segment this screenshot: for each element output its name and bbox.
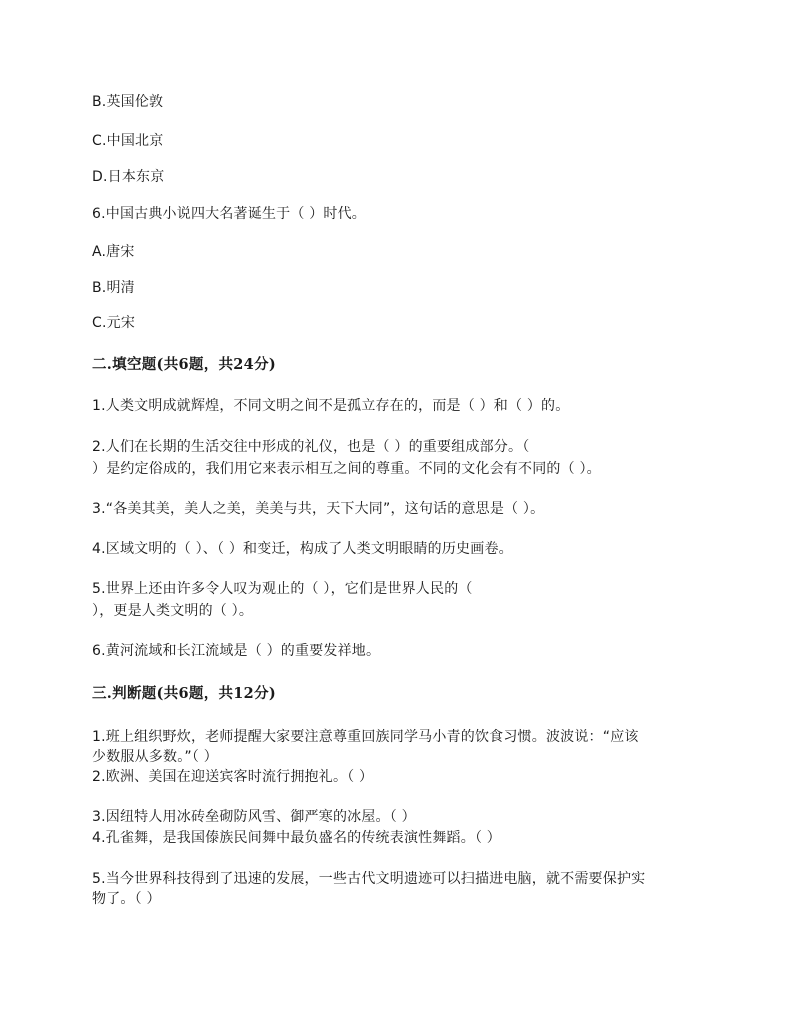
question-6-option-b: B.明清 [92,280,135,296]
fill-question-5-line-2: ），更是人类文明的（ ）。 [92,603,254,619]
judge-question-1-line-1: 1.班上组织野炊，老师提醒大家要注意尊重回族同学马小青的饮食习惯。波波说：“应该 [92,729,639,745]
option-d-tokyo: D.日本东京 [92,169,165,185]
judge-question-1-line-2: 少数服从多数。”（ ） [92,749,218,765]
option-b-london: B.英国伦敦 [92,94,164,110]
section-2-title: 二.填空题(共6题，共24分) [92,356,277,373]
fill-question-1: 1.人类文明成就辉煌，不同文明之间不是孤立存在的，而是（ ）和（ ）的。 [92,398,570,414]
section-3-title: 三.判断题(共6题，共12分) [92,685,277,702]
fill-question-5-line-1: 5.世界上还由许多令人叹为观止的（ ），它们是世界人民的（ [92,581,473,597]
question-6-stem: 6.中国古典小说四大名著诞生于（ ）时代。 [92,206,367,222]
fill-question-4: 4.区域文明的（ ）、（ ）和变迁，构成了人类文明眼睛的历史画卷。 [92,541,513,557]
option-c-beijing: C.中国北京 [92,133,164,149]
fill-question-2-line-1: 2.人们在长期的生活交往中形成的礼仪，也是（ ）的重要组成部分。（ [92,439,530,455]
judge-question-5-line-2: 物了。（ ） [92,891,161,907]
judge-question-5-line-1: 5.当今世界科技得到了迅速的发展，一些古代文明遗迹可以扫描进电脑，就不需要保护实 [92,871,646,887]
judge-question-2: 2.欧洲、美国在迎送宾客时流行拥抱礼。（ ） [92,769,374,785]
judge-question-3: 3.因纽特人用冰砖垒砌防风雪、御严寒的冰屋。（ ） [92,809,416,825]
fill-question-2-line-2: ）是约定俗成的，我们用它来表示相互之间的尊重。不同的文化会有不同的（ ）。 [92,461,601,477]
judge-question-4: 4.孔雀舞，是我国傣族民间舞中最负盛名的传统表演性舞蹈。（ ） [92,830,502,846]
question-6-option-a: A.唐宋 [92,244,135,260]
question-6-option-c: C.元宋 [92,315,136,331]
fill-question-3: 3.“各美其美，美人之美，美美与共，天下大同”，这句话的意思是（ ）。 [92,501,545,517]
fill-question-6: 6.黄河流域和长江流域是（ ）的重要发祥地。 [92,643,381,659]
